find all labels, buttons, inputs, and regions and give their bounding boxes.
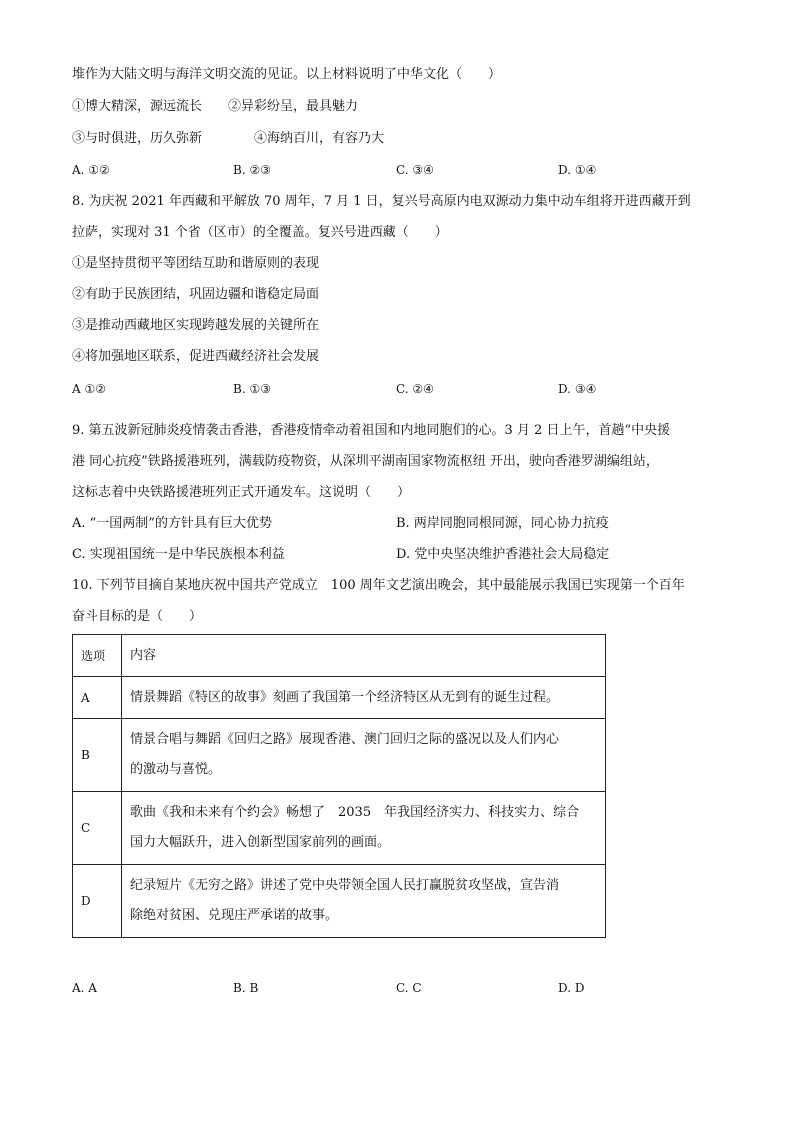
q7-statements-3-4: ③与时俱进，历久弥新 ④海纳百川，有容乃大 <box>72 131 385 146</box>
q8-stem-line-1: 8. 为庆祝 2021 年西藏和平解放 70 周年，7 月 1 日，复兴号高原内电双源动力集中动车组将开进西藏开到 <box>72 194 691 209</box>
q9-option-b: B. 两岸同胞同根同源，同心协力抗疫 <box>396 516 609 531</box>
q9-option-c: C. 实现祖国统一是中华民族根本利益 <box>72 547 285 562</box>
table-row <box>73 865 606 938</box>
row-b-line-2: 的激动与喜悦。 <box>130 762 222 777</box>
q9-option-a: A. “一国两制”的方针具有巨大优势 <box>72 516 272 531</box>
row-content-a <box>122 677 606 719</box>
row-key-b: B <box>73 719 122 792</box>
row-a-line-1: 情景舞蹈《特区的故事》刻画了我国第一个经济特区从无到有的诞生过程。 <box>130 689 560 705</box>
table-row <box>73 792 606 865</box>
q8-option-d: D. ③④ <box>558 382 597 396</box>
row-key-d: D <box>73 865 122 938</box>
q7-statements-1-2: ①博大精深，源远流长 ②异彩纷呈，最具魅力 <box>72 99 359 114</box>
row-c-line-2: 国力大幅跃升，进入创新型国家前列的画面。 <box>130 835 391 850</box>
q9-option-d: D. 党中央坚决维护香港社会大局稳定 <box>396 547 610 562</box>
row-b-line-1: 情景合唱与舞蹈《回归之路》展现香港、澳门回归之际的盛况以及人们内心 <box>130 732 560 747</box>
program-table <box>72 634 606 938</box>
q8-statement-2: ②有助于民族团结，巩固边疆和谐稳定局面 <box>72 287 320 302</box>
q8-statement-3: ③是推动西藏地区实现跨越发展的关键所在 <box>72 318 320 333</box>
q8-option-b: B. ①③ <box>233 382 271 396</box>
row-content-c <box>122 792 606 865</box>
table-header-row <box>73 635 606 677</box>
q7-option-b: B. ②③ <box>233 163 271 177</box>
q8-stem-line-2: 拉萨，实现对 31 个省（区市）的全覆盖。复兴号进西藏（ ） <box>72 225 448 240</box>
table-header-option: 选项 <box>73 635 122 677</box>
q7-option-d: D. ①④ <box>558 163 597 177</box>
q7-option-a: A. ①② <box>72 163 110 177</box>
row-c-line-1: 歌曲《我和未来有个约会》畅想了 2035 年我国经济实力、科技实力、综合 <box>130 805 580 820</box>
row-key-c: C <box>73 792 122 865</box>
table-row <box>73 677 606 719</box>
q8-option-c: C. ②④ <box>396 382 434 396</box>
q8-statement-1: ①是坚持贯彻平等团结互助和谐原则的表现 <box>72 256 320 271</box>
q9-stem-line-1: 9. 第五波新冠肺炎疫情袭击香港，香港疫情牵动着祖国和内地同胞们的心。3 月 2 日上午，首趟“中央援 <box>72 423 671 438</box>
table-header-content: 内容 <box>122 635 606 677</box>
q10-option-d: D. D <box>558 981 585 995</box>
row-content-b <box>122 719 606 792</box>
q7-option-c: C. ③④ <box>396 163 434 177</box>
q8-option-a: A ①② <box>72 382 106 396</box>
table-row <box>73 719 606 792</box>
q8-statement-4: ④将加强地区联系，促进西藏经济社会发展 <box>72 349 320 364</box>
q7-stem-tail: 堆作为大陆文明与海洋文明交流的见证。以上材料说明了中华文化（ ） <box>72 67 502 82</box>
row-d-line-2: 除绝对贫困、兑现庄严承诺的故事。 <box>130 908 339 923</box>
row-content-d <box>122 865 606 938</box>
q10-option-c: C. C <box>396 981 422 995</box>
q10-option-a: A. A <box>72 981 97 995</box>
q10-stem-line-1: 10. 下列节目摘自某地庆祝中国共产党成立 100 周年文艺演出晚会，其中最能展示我国已实现第一个百年 <box>72 578 685 593</box>
q10-stem-line-2: 奋斗目标的是（ ） <box>72 609 203 624</box>
row-d-line-1: 纪录短片《无穷之路》讲述了党中央带领全国人民打赢脱贫攻坚战，宣告消 <box>130 878 560 893</box>
q10-option-b: B. B <box>233 981 259 995</box>
row-key-a: A <box>73 677 122 719</box>
q9-stem-line-2: 港 同心抗疫”铁路援港班列，满载防疫物资，从深圳平湖南国家物流枢纽 开出，驶向香港罗湖编组站， <box>72 454 659 469</box>
q9-stem-line-3: 这标志着中央铁路援港班列正式开通发车。这说明（ ） <box>72 485 411 500</box>
